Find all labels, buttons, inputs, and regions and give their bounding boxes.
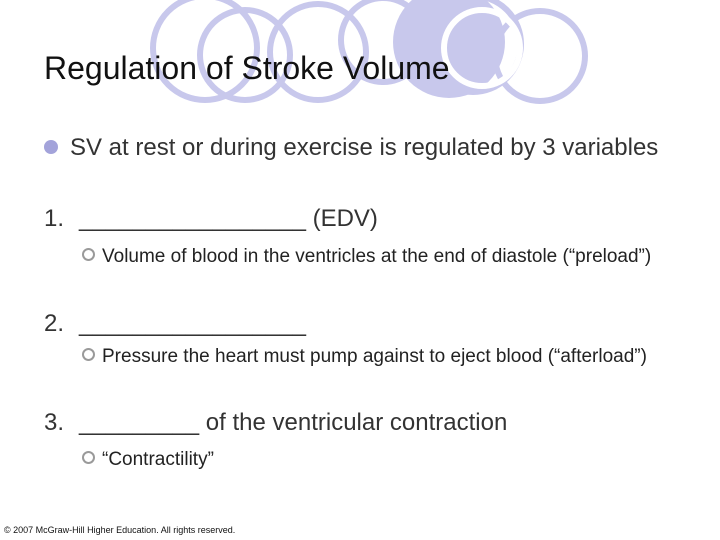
sub-bullet-3 — [82, 447, 682, 473]
sub-bullet-text: “Contractility” — [102, 449, 214, 470]
item-number: 3. — [44, 409, 65, 436]
item-number: 1. — [44, 205, 65, 232]
item-text: _________________ — [79, 310, 306, 337]
slide-title: Regulation of Stroke Volume — [44, 50, 450, 86]
bullet-main — [44, 133, 664, 163]
numbered-item-3 — [44, 408, 507, 438]
item-text: _________________ (EDV) — [79, 205, 378, 232]
sub-bullet-2 — [82, 344, 682, 370]
item-number: 2. — [44, 310, 65, 337]
item-text: _________ of the ventricular contraction — [79, 409, 508, 436]
sub-bullet-1 — [82, 244, 682, 270]
bullet-dot-icon — [44, 140, 58, 154]
numbered-item-1 — [44, 204, 378, 234]
numbered-item-2 — [44, 309, 306, 339]
ring-bullet-icon — [82, 248, 95, 261]
ring-bullet-icon — [82, 451, 95, 464]
sub-bullet-text: Volume of blood in the ventricles at the end of diastole (“preload”) — [102, 246, 652, 267]
copyright-footer: © 2007 McGraw-Hill Higher Education. All rights reserved. — [4, 525, 236, 535]
bullet-text: SV at rest or during exercise is regulated by 3 variables — [70, 134, 659, 161]
sub-bullet-text: Pressure the heart must pump against to eject blood (“afterload”) — [102, 346, 647, 367]
ring-bullet-icon — [82, 348, 95, 361]
